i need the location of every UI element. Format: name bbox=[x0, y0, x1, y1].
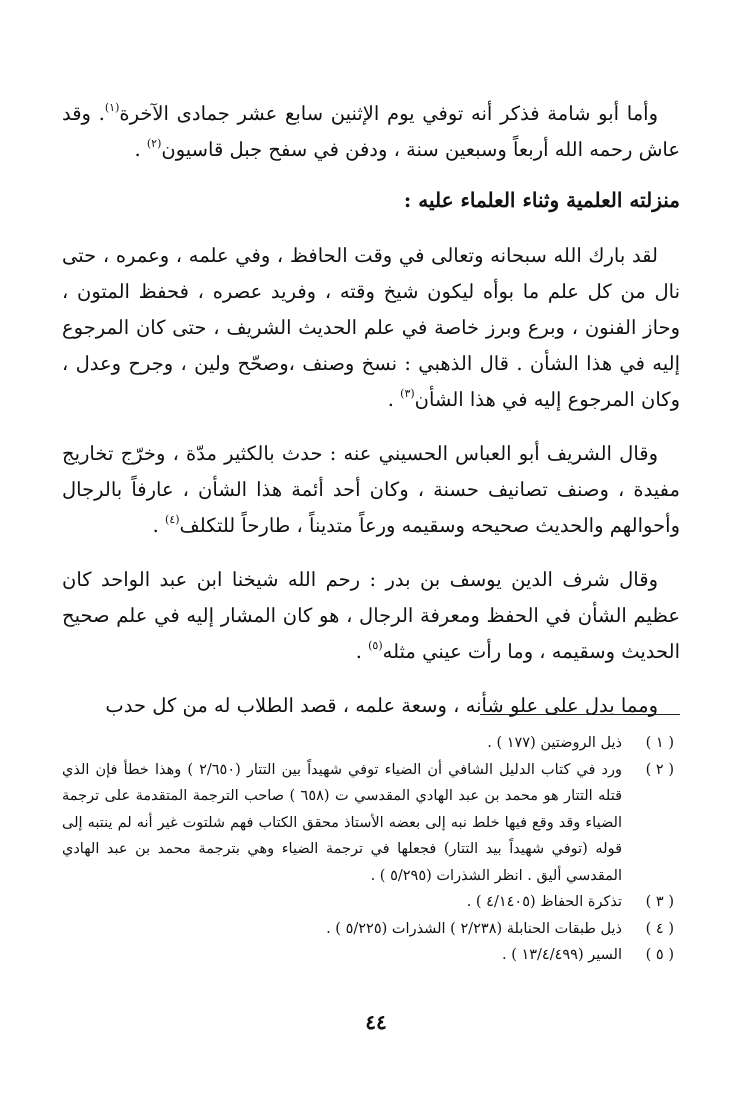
footnote-item bbox=[62, 916, 680, 943]
main-text bbox=[62, 96, 680, 742]
paragraph-husaini-quote bbox=[62, 436, 680, 544]
footnote-number: ( ٢ ) bbox=[645, 761, 674, 778]
footnote-number: ( ٣ ) bbox=[645, 894, 674, 910]
footnote-number: ( ٥ ) bbox=[645, 947, 674, 963]
footnote-ref: (١) bbox=[104, 101, 120, 114]
paragraph-text: وأما أبو شامة فذكر أنه توفي يوم الإثنين سابع عشر جمادى الآخرة bbox=[119, 102, 658, 125]
paragraph-status bbox=[62, 238, 680, 418]
paragraph-end: . bbox=[134, 138, 147, 161]
footnote-ref: (٢) bbox=[146, 137, 162, 150]
paragraph-end: . bbox=[152, 514, 166, 537]
footnote-text: ذيل طبقات الحنابلة (٢/٢٣٨ ) الشذرات (٥/٢٢٥ ) . bbox=[326, 920, 622, 937]
footnotes bbox=[62, 730, 680, 969]
footnote-item bbox=[62, 757, 680, 890]
paragraph-end: . bbox=[387, 388, 401, 411]
footnote-number: ( ١ ) bbox=[645, 735, 674, 751]
footnote-item bbox=[62, 730, 680, 757]
footnote-text: ذيل الروضتين (١٧٧ ) . bbox=[487, 735, 622, 751]
footnote-item bbox=[62, 942, 680, 969]
paragraph-continuation: ومما يدل على علو شأنه ، وسعة علمه ، قصد الطلاب له من كل حدب bbox=[105, 694, 658, 717]
section-heading: منزلته العلمية وثناء العلماء عليه : bbox=[403, 188, 680, 212]
footnote-number: ( ٤ ) bbox=[645, 920, 674, 937]
paragraph-text: . وقد عاش رحمه الله أربعاً وسبعين سنة ، ودفن في سفح جبل قاسيون bbox=[62, 102, 680, 161]
footnote-ref: (٤) bbox=[165, 513, 180, 526]
footnote-text: السير (١٣/٤/٤٩٩ ) . bbox=[501, 947, 622, 963]
paragraph-text: وقال شرف الدين يوسف بن بدر : رحم الله شيخنا ابن عبد الواحد كان عظيم الشأن في الحفظ ومعرفة الرجال ، هو كان المشار إليه في علم صحيح الحديث وسقيمه ، وما رأت عيني مثله bbox=[62, 568, 680, 663]
footnote-item bbox=[62, 889, 680, 916]
page-number: ٤٤ bbox=[365, 1010, 387, 1034]
footnote-ref: (٣) bbox=[400, 387, 415, 400]
footnote-divider bbox=[480, 714, 680, 715]
footnote-text: تذكرة الحفاظ (٤/١٤٠٥ ) . bbox=[466, 894, 622, 910]
paragraph-end: . bbox=[355, 640, 369, 663]
paragraph-death-date bbox=[62, 96, 680, 168]
footnote-ref: (٥) bbox=[368, 639, 383, 652]
paragraph-yusuf-quote bbox=[62, 562, 680, 670]
paragraph-text: لقد بارك الله سبحانه وتعالى في وقت الحافظ ، وفي علمه ، وعمره ، حتى نال من كل علم ما بوأه ليكون شيخ وقته ، وفريد عصره ، فحفظ المتون ، وحاز الفنون ، وبرع وبرز خاصة في علم الحديث الشريف ، حتى كان المرجوع إليه في هذا الشأن . قال الذهبي : نسخ وصنف ،وصحّح ولين ، وجرح وعدل ، وكان المرجوع إليه في هذا الشأن bbox=[62, 244, 680, 411]
paragraph-text: وقال الشريف أبو العباس الحسيني عنه : حدث بالكثير مدّة ، وخرّج تخاريج مفيدة ، وصنف تصانيف حسنة ، وكان أحد أئمة هذا الشأن ، عارفاً بالرجال وأحوالهم والحديث صحيحه وسقيمه ورعاً متديناً ، طارحاً للتكلف bbox=[62, 442, 680, 537]
footnote-text: ورد في كتاب الدليل الشافي أن الضياء توفي شهيداً بين التتار (٢/٦٥٠ ) وهذا خطأ فإن الذي قتله التتار هو محمد بن عبد الهادي المقدسي ت (٦٥٨ ) صاحب الترجمة المتقدمة على ترجمة الضياء وقد وقع فيها خلط نبه إلى بعضه الأستاذ محقق الكتاب فهم شلتوت غير أنه لم ينتبه إلى قوله (توفي شهيداً بيد التتار) فجعلها في ترجمة الضياء وهي بترجمة محمد بن عبد الهادي المقدسي أليق . انظر الشذرات (٥/٢٩٥ ) . bbox=[62, 761, 622, 884]
